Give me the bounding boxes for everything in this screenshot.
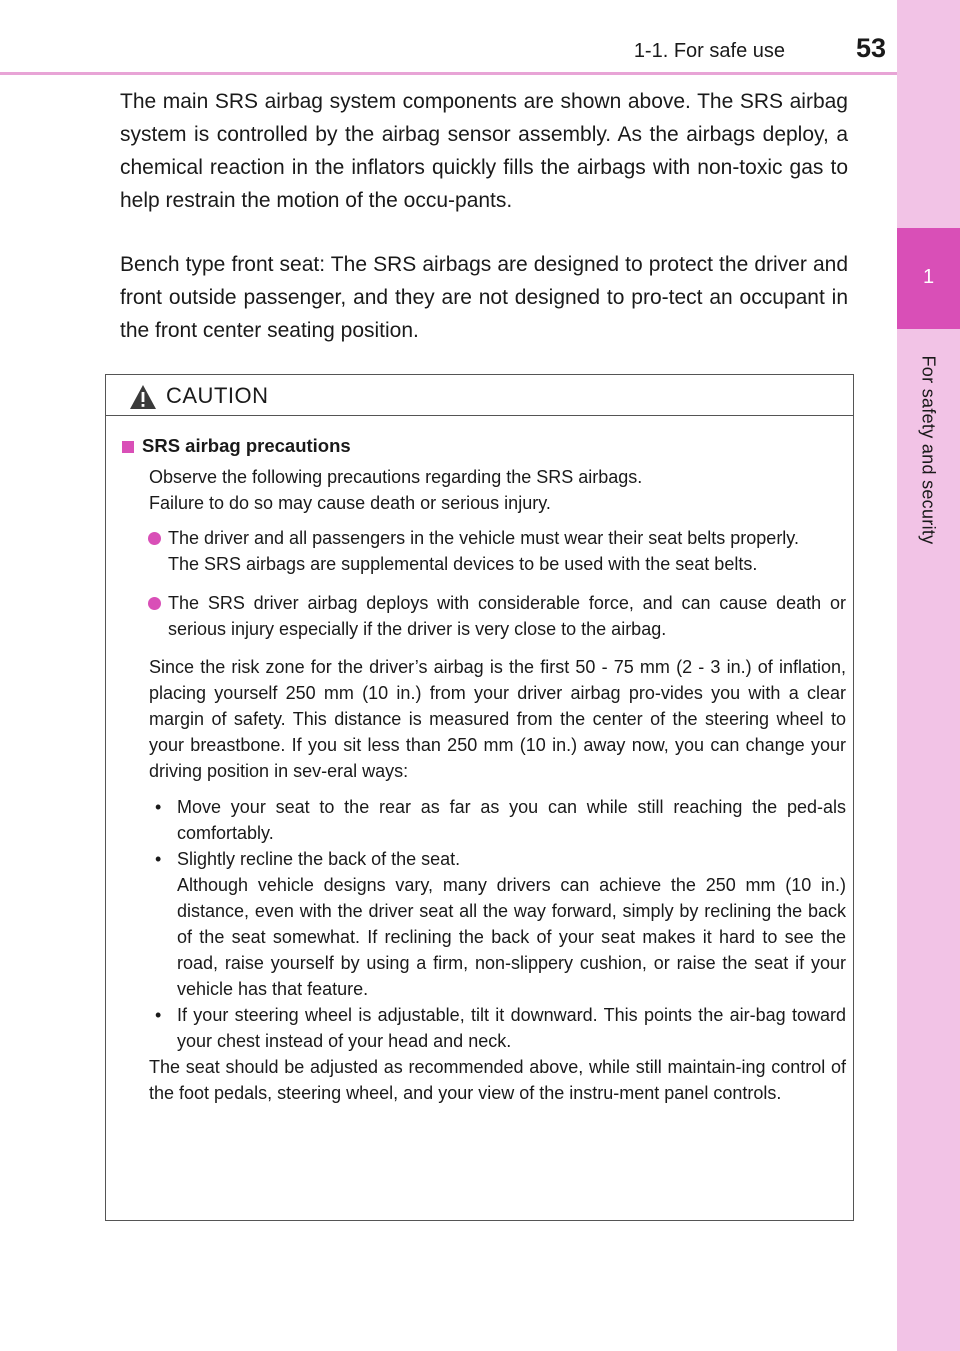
caution-body — [116, 433, 846, 1106]
caution-box — [105, 374, 854, 1221]
sub-bullet-icon: • — [155, 1005, 162, 1025]
caution-intro — [149, 464, 846, 516]
caution-label: CAUTION — [166, 383, 269, 408]
header-rule — [0, 72, 897, 75]
caution-header — [106, 375, 853, 416]
bullet-text: The driver and all passengers in the vehicle must wear their seat belts properly. — [168, 528, 799, 548]
bullet-text: The SRS airbags are supplemental devices to be used with the seat belts. — [168, 554, 758, 574]
sub-item-text: Slightly recline the back of the seat. — [177, 849, 461, 869]
square-bullet-icon — [122, 441, 134, 453]
closing-paragraph: The seat should be adjusted as recommended above, while still maintain-ing control of the foot pedals, steering wheel, and your view of the instru-ment panel controls. — [149, 1057, 846, 1103]
caution-heading-text: SRS airbag precautions — [142, 435, 351, 456]
sub-item-text: Move your seat to the rear as far as you can while still reaching the ped-als comfortably. — [177, 797, 846, 843]
body-paragraph: The main SRS airbag system components are shown above. The SRS airbag system is controlled by the airbag sensor assembly. As the airbags deploy, a chemical reaction in the inflators quickly fills the airbags with non-toxic gas to help restrain the motion of the occu-pants. — [120, 90, 848, 212]
chapter-number: 1 — [922, 266, 935, 288]
section-title: 1-1. For safe use — [633, 40, 785, 62]
page-number: 53 — [855, 33, 886, 63]
caution-heading — [122, 433, 846, 459]
sub-list-item — [149, 846, 846, 1002]
circle-bullet-icon — [148, 597, 161, 610]
list-item — [148, 590, 846, 642]
list-item — [148, 525, 846, 577]
circle-bullet-icon — [148, 532, 161, 545]
sub-item-text: Although vehicle designs vary, many drivers can achieve the 250 mm (10 in.) distance, even with the driver seat all the way forward, simply by reclining the back of the seat somewhat. If reclining the back of your seat makes it hard to see the road, raise yourself by using a firm, non-slippery cushion, or raise the seat if your vehicle has that feature. — [177, 875, 846, 999]
sub-item-text: If your steering wheel is adjustable, tilt it downward. This points the air-bag toward your chest instead of your head and neck. — [177, 1005, 846, 1051]
chapter-title: For safety and security — [918, 355, 939, 545]
sub-list — [149, 794, 846, 1054]
sub-bullet-icon: • — [155, 849, 162, 869]
sub-list-item — [149, 1002, 846, 1054]
sub-bullet-icon: • — [155, 797, 162, 817]
side-tab-strip — [897, 0, 960, 1351]
risk-zone-paragraph: Since the risk zone for the driver’s airbag is the first 50 - 75 mm (2 - 3 in.) of inflation, placing yourself 250 mm (10 in.) from your driver airbag pro-vides you with a clear margin of safety. This distance is measured from the center of the steering wheel to your breastbone. If you sit less than 250 mm (10 in.) away now, you can change your driving position in sev-eral ways: — [149, 657, 846, 781]
caution-intro-line: Failure to do so may cause death or serious injury. — [149, 493, 551, 513]
sub-list-item — [149, 794, 846, 846]
caution-intro-line: Observe the following precautions regarding the SRS airbags. — [149, 467, 643, 487]
bullet-text: The SRS driver airbag deploys with considerable force, and can cause death or serious injury especially if the driver is very close to the airbag. — [168, 593, 846, 639]
body-paragraph: Bench type front seat: The SRS airbags are designed to protect the driver and front outside passenger, and they are not designed to pro-tect an occupant in the front center seating position. — [120, 253, 848, 342]
warning-triangle-icon — [128, 383, 158, 411]
